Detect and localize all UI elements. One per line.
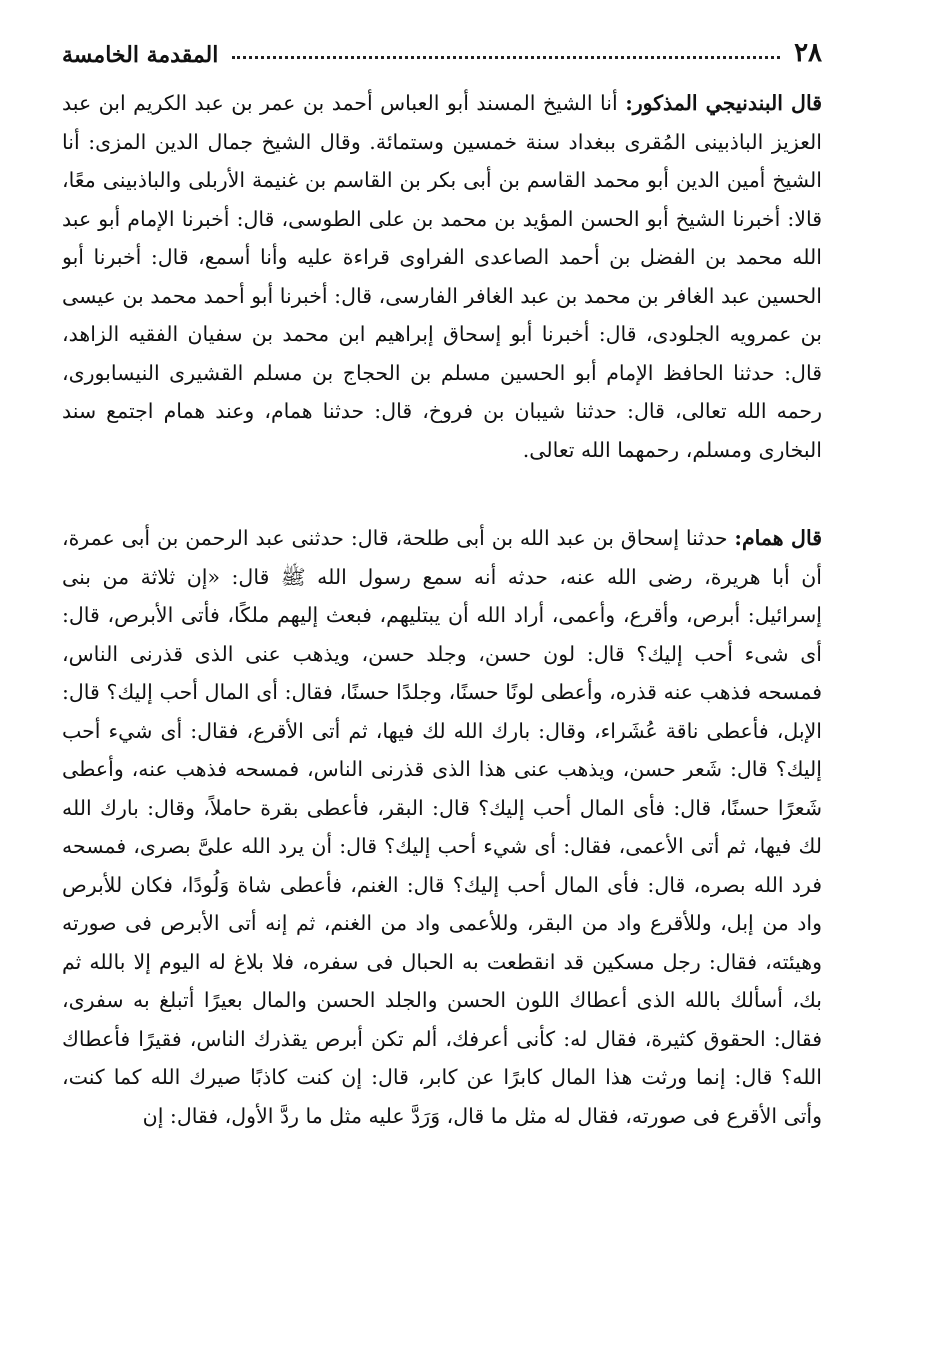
paragraph-isnad <box>62 84 822 469</box>
paragraph-text: حدثنا إسحاق بن عبد الله بن أبى طلحة، قال: حدثنى عبد الرحمن بن أبى عمرة، أن أبا هريرة، رضى الله عنه، حدثه أنه سمع رسول الله ﷺ قال: «إن ثلاثة من بنى إسرائيل: أبرص، وأقرع، وأعمى، أراد الله أن يبتليهم، فبعث إليهم ملكًا، فأتى الأبرص، قال: أى شىء أحب إليك؟ قال: لون حسن، وجلد حسن، ويذهب عنى الذى قذرنى الناس، فمسحه فذهب عنه قذره، وأعطى لونًا حسنًا، وجلدًا حسنًا، فقال: أى المال أحب إليك؟ قال: الإبل، فأعطى ناقة عُشَراء، وقال: بارك الله لك فيها، ثم أتى الأقرع، فقال: أى شيء أحب إليك؟ قال: شَعر حسن، ويذهب عنى هذا الذى قذرنى الناس، فمسحه فذهب عنه، وأعطى شَعرًا حسنًا، قال: فأى المال أحب إليك؟ قال: البقر، فأعطى بقرة حاملاً، وقال: بارك الله لك فيها، ثم أتى الأعمى، فقال: أى شيء أحب إليك؟ قال: أن يرد الله علىَّ بصرى، فمسحه فرد الله بصره، قال: فأى المال أحب إليك؟ قال: الغنم، فأعطى شاة وَلُودًا، فكان للأبرص واد من إبل، وللأقرع واد من البقر، وللأعمى واد من الغنم، ثم إنه أتى الأبرص فى صورته وهيئته، فقال: رجل مسكين قد انقطعت به الحبال فى سفره، فلا بلاغ له اليوم إلا بالله ثم بك، أسألك بالله الذى أعطاك اللون الحسن والجلد الحسن والمال بعيرًا أتبلغ به سفرى، فقال: الحقوق كثيرة، فقال له: كأنى أعرفك، ألم تكن أبرص يقذرك الناس، فقيرًا فأعطاك الله؟ قال: إنما ورثت هذا المال كابرًا عن كابر، قال: إن كنت كاذبًا صيرك الله كما كنت، وأتى الأقرع فى صورته، فقال له مثل ما قال، وَرَدَّ عليه مثل ما ردَّ الأول، فقال: إن <box>62 526 822 1128</box>
book-page <box>62 28 822 1348</box>
paragraph-text: أنا الشيخ المسند أبو العباس أحمد بن عمر بن عبد الكريم ابن عبد العزيز الباذبينى المُقرى ببغداد سنة خمسين وستمائة. وقال الشيخ جمال الدين المزى: أنا الشيخ أمين الدين أبو محمد القاسم بن أبى بكر بن القاسم بن غنيمة الأربلى والباذبينى معًا، قالا: أخبرنا الشيخ أبو الحسن المؤيد بن محمد بن على الطوسى، قال: أخبرنا الإمام أبو عبد الله محمد بن الفضل بن أحمد الصاعدى الفراوى قراءة عليه وأنا أسمع، قال: أخبرنا أبو الحسين عبد الغافر بن محمد بن عبد الغافر الفارسى، قال: أخبرنا أبو أحمد محمد بن عيسى بن عمرويه الجلودى، قال: أخبرنا أبو إسحاق إبراهيم ابن محمد بن سفيان الفقيه الزاهد، قال: حدثنا الحافظ الإمام أبو الحسين مسلم بن الحجاج بن مسلم القشيرى النيسابورى، رحمه الله تعالى، قال: حدثنا شيبان بن فروخ، قال: حدثنا همام، وعند همام اجتمع سند البخارى ومسلم، رحمهما الله تعالى. <box>62 91 822 462</box>
paragraph-lead: قال البندنيجي المذكور: <box>625 91 822 115</box>
page-number: ٢٨ <box>794 38 822 68</box>
chapter-title: المقدمة الخامسة <box>62 42 219 68</box>
header-dotted-leader <box>232 56 780 59</box>
paragraph-lead: قال همام: <box>734 526 822 550</box>
paragraph-hadith <box>62 519 822 1135</box>
running-header <box>62 28 822 68</box>
